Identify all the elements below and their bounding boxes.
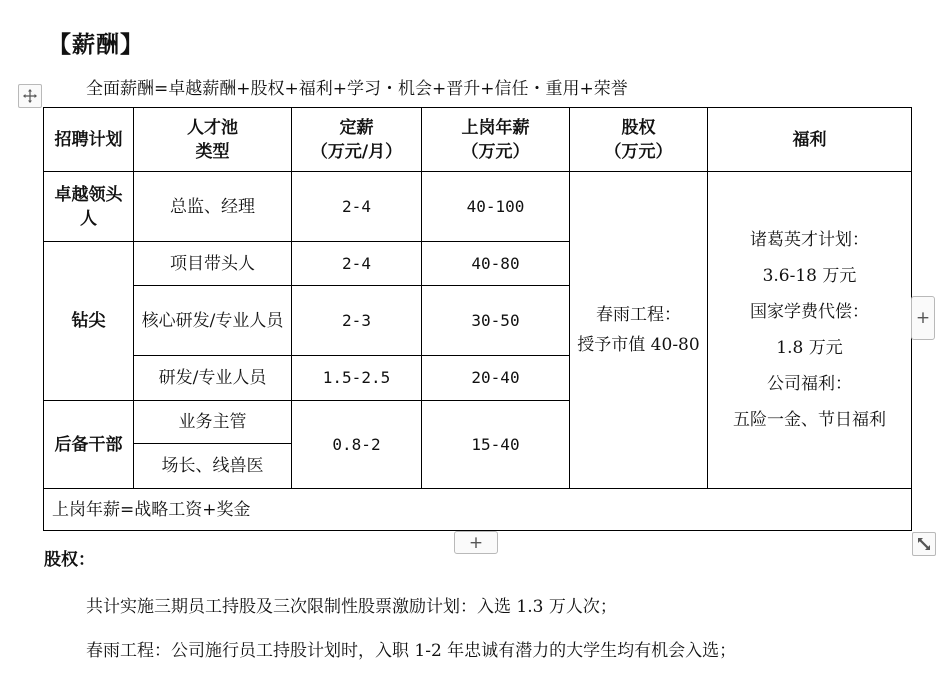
plan-cell: 卓越领头人 <box>44 172 134 242</box>
fixed-salary-cell: 0.8-2 <box>292 401 422 489</box>
equity-cell: 春雨工程： 授予市值 40-80 <box>570 172 708 489</box>
table-row <box>44 172 912 242</box>
footnote-cell: 上岗年薪=战略工资+奖金 <box>44 489 912 531</box>
add-row-button[interactable] <box>454 531 498 554</box>
fixed-salary-cell: 2-3 <box>292 286 422 356</box>
benefits-cell: 诸葛英才计划： 3.6-18 万元 国家学费代偿： 1.8 万元 公司福利： 五险一金、节日福利 <box>708 172 912 489</box>
plus-icon: + <box>915 308 931 328</box>
talent-cell: 核心研发/专业人员 <box>134 286 292 356</box>
annual-salary-cell: 15-40 <box>422 401 570 489</box>
talent-cell: 场长、线兽医 <box>134 444 292 489</box>
add-column-button[interactable] <box>911 296 935 340</box>
equity-section-title: 股权： <box>44 550 95 570</box>
fixed-salary-cell: 2-4 <box>292 172 422 242</box>
table-header-row <box>44 108 912 172</box>
fixed-salary-cell: 1.5-2.5 <box>292 356 422 401</box>
annual-salary-cell: 20-40 <box>422 356 570 401</box>
salary-table <box>43 107 912 531</box>
section-title: 【薪酬】 <box>48 32 144 58</box>
intro-text: 全面薪酬=卓越薪酬+股权+福利+学习・机会+晋升+信任・重用+荣誉 <box>86 79 628 99</box>
table-resize-handle-icon[interactable] <box>912 532 936 556</box>
annual-salary-cell: 40-80 <box>422 242 570 286</box>
annual-salary-cell: 40-100 <box>422 172 570 242</box>
talent-cell: 总监、经理 <box>134 172 292 242</box>
move-arrows-icon <box>22 88 38 104</box>
talent-cell: 研发/专业人员 <box>134 356 292 401</box>
annual-salary-cell: 30-50 <box>422 286 570 356</box>
plan-cell: 钻尖 <box>44 242 134 401</box>
talent-cell: 业务主管 <box>134 401 292 444</box>
table-move-handle-icon[interactable] <box>18 84 42 108</box>
talent-cell: 项目带头人 <box>134 242 292 286</box>
resize-arrows-icon <box>916 536 932 552</box>
plus-icon: + <box>468 532 484 553</box>
header-benefits: 福利 <box>708 108 912 172</box>
header-fixed-salary: 定薪 （万元/月） <box>292 108 422 172</box>
header-talent: 人才池 类型 <box>134 108 292 172</box>
header-plan: 招聘计划 <box>44 108 134 172</box>
header-annual-salary: 上岗年薪 （万元） <box>422 108 570 172</box>
equity-paragraph: 春雨工程：公司施行员工持股计划时，入职 1-2 年忠诚有潜力的大学生均有机会入选； <box>86 641 737 661</box>
equity-paragraph: 共计实施三期员工持股及三次限制性股票激励计划：入选 1.3 万人次； <box>86 597 617 617</box>
header-equity: 股权 （万元） <box>570 108 708 172</box>
plan-cell: 后备干部 <box>44 401 134 489</box>
fixed-salary-cell: 2-4 <box>292 242 422 286</box>
table-footnote-row <box>44 489 912 531</box>
